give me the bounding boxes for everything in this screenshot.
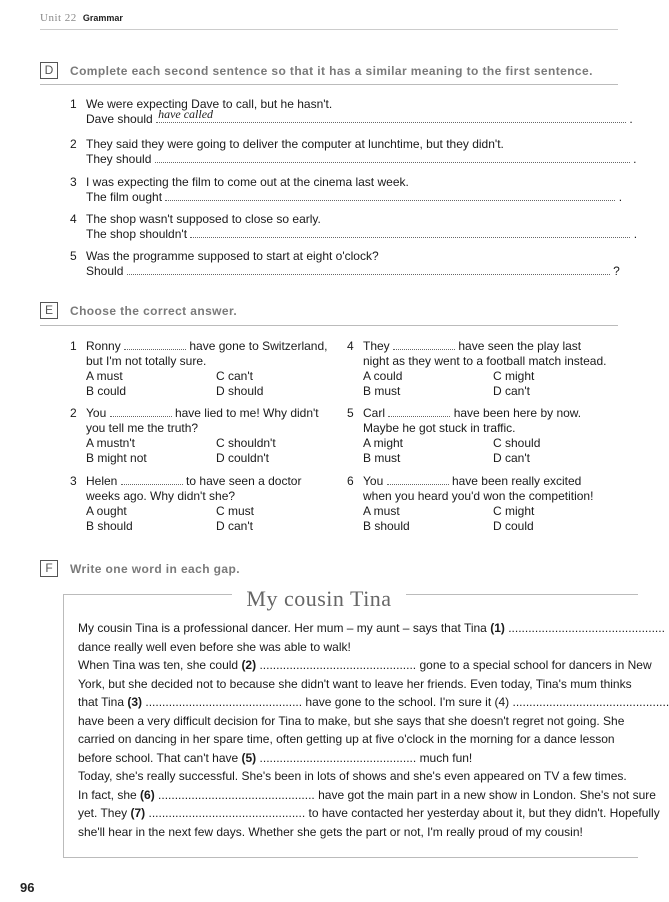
exercise-item <box>70 175 625 205</box>
exercise-item <box>70 97 633 127</box>
choice-item <box>70 406 340 466</box>
answer-gap[interactable] <box>387 474 449 485</box>
passage-text-segment: much fun! <box>419 750 473 765</box>
passage-line <box>78 767 638 786</box>
option-c[interactable]: C can't <box>216 369 253 383</box>
question-line-2: but I'm not totally sure. <box>86 354 207 368</box>
item-body <box>363 474 617 534</box>
option-d[interactable]: D can't <box>493 384 530 398</box>
option-a[interactable]: A mustn't <box>86 436 135 450</box>
second-sentence <box>86 227 638 242</box>
option-b[interactable]: B must <box>363 384 401 398</box>
passage-text-segment: have got the main part in a new show in London. She's not sure <box>318 787 656 802</box>
sentence-start: Should <box>86 264 124 278</box>
passage-title: My cousin Tina <box>0 586 638 612</box>
option-d[interactable]: D can't <box>493 451 530 465</box>
answer-gap[interactable] <box>393 339 455 350</box>
gap-number: (5) <box>241 750 257 765</box>
item-number: 4 <box>347 339 354 353</box>
item-body <box>86 212 638 242</box>
passage-text-segment: When Tina was ten, she could <box>78 658 242 672</box>
option-b[interactable]: B should <box>86 519 133 533</box>
options <box>86 436 340 466</box>
option-b[interactable]: B could <box>86 384 127 398</box>
option-c[interactable]: C might <box>493 504 535 518</box>
question-start: You <box>86 406 107 420</box>
gap-number: (7) <box>130 806 146 820</box>
item-number: 1 <box>70 339 77 353</box>
gap-number: (3) <box>127 695 143 709</box>
choice-item <box>70 474 340 534</box>
option-d[interactable]: D should <box>216 384 264 398</box>
passage-text-segment: before school. That can't have <box>78 750 242 765</box>
answer-gap[interactable] <box>121 474 183 485</box>
passage-text-segment: My cousin Tina is a professional dancer. Her mum – my aunt – says that Tina <box>78 621 491 635</box>
passage-line <box>78 730 638 749</box>
exercise-item <box>70 212 638 242</box>
section-f-instruction: Write one word in each gap. <box>70 562 240 576</box>
option-b[interactable]: B might not <box>86 451 147 465</box>
sentence-end: . <box>633 227 638 241</box>
answer-gap[interactable]: ............................................... <box>256 750 420 765</box>
option-a[interactable]: A must <box>363 504 400 518</box>
filled-answer: have called <box>158 107 214 121</box>
question-end: have been here by now. <box>453 406 582 420</box>
question-line <box>86 474 340 489</box>
exercise-item <box>70 137 637 167</box>
question-line-2: when you heard you'd won the competition! <box>363 489 594 503</box>
answer-gap[interactable] <box>156 107 626 123</box>
item-number: 5 <box>347 406 354 420</box>
item-body <box>86 249 625 279</box>
gap-number: (1) <box>490 621 505 635</box>
option-c[interactable]: C should <box>493 436 541 450</box>
option-a[interactable]: A might <box>363 436 404 450</box>
item-body <box>86 175 625 205</box>
question-start: You <box>363 474 384 488</box>
sentence-end: . <box>618 190 623 204</box>
passage-line <box>78 823 638 842</box>
item-number: 1 <box>70 97 77 111</box>
answer-gap[interactable] <box>110 406 172 417</box>
option-a[interactable]: A ought <box>86 504 127 518</box>
first-sentence: I was expecting the film to come out at the cinema last week. <box>86 175 409 189</box>
passage-text-segment: she'll hear in the next few days. Whether she gets the part or not, I'm really proud of my cousin! <box>78 824 583 839</box>
first-sentence: They said they were going to deliver the computer at lunchtime, but they didn't. <box>86 137 504 151</box>
passage-text-segment: have gone to the school. I'm sure it (4) ............................................... <box>305 695 669 709</box>
question-end: have lied to me! Why didn't <box>174 406 319 420</box>
passage-line <box>78 712 638 731</box>
question-line <box>363 339 617 354</box>
item-number: 2 <box>70 137 77 151</box>
options <box>86 504 340 534</box>
option-b[interactable]: B must <box>363 451 401 465</box>
question-line-2: weeks ago. Why didn't she? <box>86 489 236 503</box>
question-line <box>363 406 617 421</box>
answer-gap[interactable]: ............................................... <box>154 787 319 802</box>
item-number: 3 <box>70 474 77 488</box>
page-number: 96 <box>20 880 35 895</box>
question-start: Ronny <box>86 339 121 353</box>
sentence-end: ? <box>613 264 620 278</box>
answer-gap[interactable] <box>155 152 630 163</box>
section-label: Grammar <box>82 13 123 23</box>
question-line <box>86 406 340 421</box>
header-divider <box>40 29 618 30</box>
sentence-start: The film ought <box>86 190 163 204</box>
passage-text-segment: York, but she decided not to because she didn't want to leave her friends. Even today, Tina's mum thinks <box>78 676 632 691</box>
first-sentence: We were expecting Dave to call, but he hasn't. <box>86 97 333 111</box>
passage-line <box>78 786 656 805</box>
passage-text-segment: yet. They <box>78 806 131 820</box>
question-end: have been really excited <box>451 474 582 488</box>
question-line-2: you tell me the truth? <box>86 421 199 435</box>
answer-gap[interactable] <box>124 339 186 350</box>
option-a[interactable]: A must <box>86 369 123 383</box>
passage-text-segment: that Tina <box>78 695 128 709</box>
choice-item <box>347 474 617 534</box>
sentence-start: The shop shouldn't <box>86 227 188 241</box>
answer-gap[interactable]: ............................................... <box>504 621 665 635</box>
sentence-start: They should <box>86 152 152 166</box>
gap-number: (6) <box>140 787 155 802</box>
second-sentence <box>86 264 625 279</box>
page-header <box>40 12 123 24</box>
options <box>363 436 617 466</box>
item-body <box>86 137 637 167</box>
section-d-divider <box>40 84 618 85</box>
section-d-badge: D <box>40 62 58 79</box>
answer-gap[interactable]: ............................................... <box>256 658 420 672</box>
passage-text <box>78 619 669 841</box>
option-c[interactable]: C might <box>493 369 535 383</box>
options <box>363 504 617 534</box>
item-number: 5 <box>70 249 77 263</box>
exercise-item <box>70 249 625 279</box>
option-b[interactable]: B should <box>363 519 410 533</box>
second-sentence <box>86 152 637 167</box>
section-e-badge: E <box>40 302 58 319</box>
item-number: 3 <box>70 175 77 189</box>
question-end: have gone to Switzerland, <box>189 339 328 353</box>
passage-line <box>78 656 652 675</box>
passage-line <box>78 619 665 638</box>
passage-text-segment: have been a very difficult decision for Tina to make, but she says that she doesn't regret not going. She <box>78 713 625 728</box>
gap-number: (2) <box>241 658 257 672</box>
answer-gap[interactable]: ............................................... <box>145 806 309 820</box>
item-body <box>86 406 340 466</box>
passage-text-segment: gone to a special school for dancers in New <box>419 658 652 672</box>
answer-gap[interactable] <box>165 190 615 201</box>
first-sentence: Was the programme supposed to start at eight o'clock? <box>86 249 379 263</box>
item-body <box>363 406 617 466</box>
second-sentence <box>86 107 633 127</box>
options <box>363 369 617 399</box>
option-c[interactable]: C must <box>216 504 255 518</box>
answer-gap[interactable] <box>190 227 630 238</box>
item-body <box>363 339 617 399</box>
item-number: 2 <box>70 406 77 420</box>
question-end: to have seen a doctor <box>186 474 302 488</box>
second-sentence <box>86 190 625 205</box>
option-a[interactable]: A could <box>363 369 403 383</box>
option-d[interactable]: D can't <box>216 519 253 533</box>
section-e-divider <box>40 325 618 326</box>
passage-text-segment: carried on dancing in her spare time, often getting up at five o'clock in the morning for a dance lesson <box>78 732 615 746</box>
question-start: Helen <box>86 474 118 488</box>
item-number: 4 <box>70 212 77 226</box>
sentence-end: . <box>633 152 637 166</box>
item-body <box>86 339 340 399</box>
item-body <box>86 474 340 534</box>
passage-line <box>78 804 660 823</box>
passage-line <box>78 693 669 712</box>
choice-item <box>347 339 617 399</box>
answer-gap[interactable]: ............................................... <box>142 695 306 709</box>
item-body <box>86 97 633 127</box>
question-line-2: Maybe he got stuck in traffic. <box>363 421 516 435</box>
passage-line <box>78 749 638 768</box>
choice-item <box>70 339 340 399</box>
question-start: They <box>363 339 390 353</box>
question-start: Carl <box>363 406 386 420</box>
section-d-instruction: Complete each second sentence so that it has a similar meaning to the first sentence. <box>70 64 593 78</box>
first-sentence: The shop wasn't supposed to close so early. <box>86 212 321 226</box>
passage-text-segment: to have contacted her yesterday about it, but they didn't. Hopefully <box>308 806 660 820</box>
sentence-start: Dave should <box>86 112 153 126</box>
option-d[interactable]: D couldn't <box>216 451 269 465</box>
answer-gap[interactable] <box>127 264 610 275</box>
passage-text-segment: dance really well even before she was able to walk! <box>78 639 351 654</box>
section-f-badge: F <box>40 560 58 577</box>
question-end: have seen the play last <box>458 339 582 353</box>
item-number: 6 <box>347 474 354 488</box>
passage-line <box>78 638 638 657</box>
passage-text-segment: Today, she's really successful. She's been in lots of shows and she's even appeared on TV a few times. <box>78 769 627 783</box>
question-line <box>86 339 340 354</box>
options <box>86 369 340 399</box>
section-e-instruction: Choose the correct answer. <box>70 304 238 318</box>
answer-gap[interactable] <box>388 406 450 417</box>
sentence-end: . <box>629 112 633 126</box>
choice-item <box>347 406 617 466</box>
passage-line <box>78 675 638 694</box>
question-line-2: night as they went to a football match instead. <box>363 354 607 368</box>
unit-label: Unit 22 <box>40 12 77 24</box>
question-line <box>363 474 617 489</box>
passage-text-segment: In fact, she <box>78 787 141 802</box>
option-c[interactable]: C shouldn't <box>216 436 276 450</box>
option-d[interactable]: D could <box>493 519 534 533</box>
